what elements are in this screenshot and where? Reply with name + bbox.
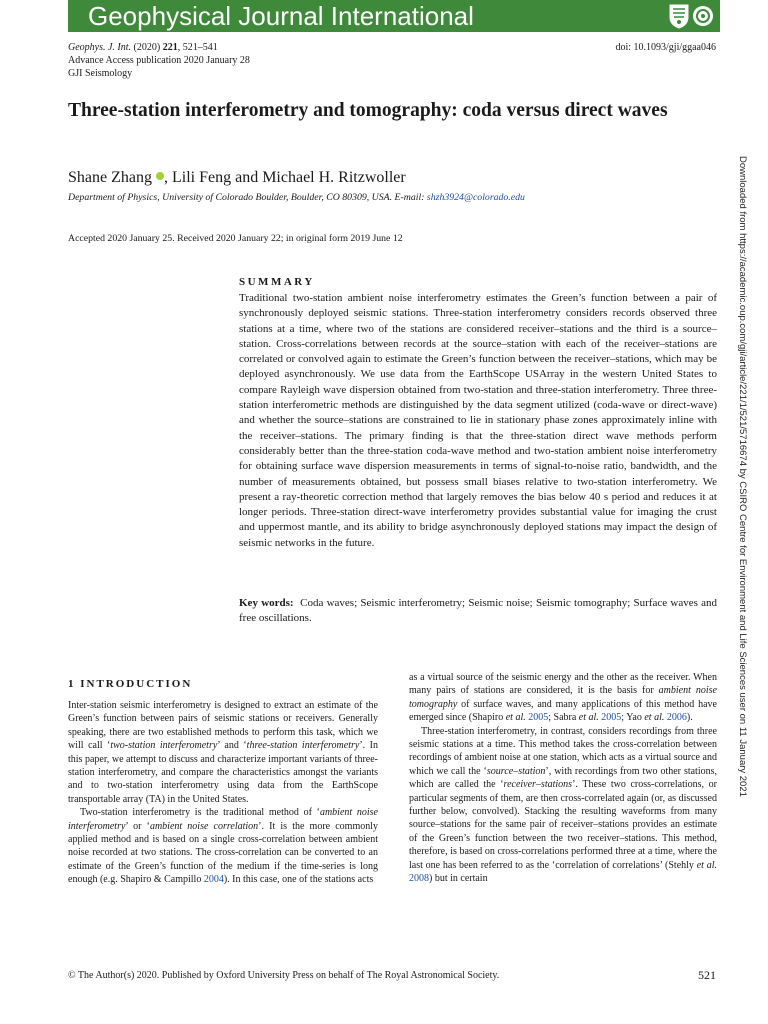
section-heading-introduction: 1 INTRODUCTION (68, 678, 193, 690)
page-number: 521 (698, 968, 716, 982)
keywords-label: Key words: (239, 597, 294, 609)
citation-line: Geophys. J. Int. (2020) 221, 521–541 (68, 42, 218, 53)
journal-banner (68, 0, 720, 32)
royal-astronomical-society-logo-icon (692, 4, 714, 28)
paragraph: as a virtual source of the seismic energy and the other as the receiver. When many pairs of stations are considered, it is the basis for ambient noise tomography of surface waves, and many applications of this method have emerged since (Shapiro et al. 2005; Sabra et al. 2005; Yao et al. 2006). (409, 672, 717, 724)
author-email-link[interactable]: shzh3924@colorado.edu (426, 192, 525, 203)
download-watermark (736, 156, 748, 866)
orcid-icon[interactable] (156, 172, 164, 180)
citation-link[interactable]: 2005 (601, 712, 622, 724)
download-note: Downloaded from https://academic.oup.com/gji/article/221/1/521/5716674 by CSIRO Centre for Environment and Life Sciences user on 11 January 2021 (737, 156, 748, 797)
author-name[interactable]: Shane Zhang (68, 169, 152, 186)
citation-link[interactable]: 2006 (666, 712, 687, 724)
affiliation: Department of Physics, University of Colorado Boulder, Boulder, CO 80309, USA. E-mail: shzh3924@colorado.edu (68, 192, 525, 203)
copyright-notice: © The Author(s) 2020. Published by Oxford University Press on behalf of The Royal Astronomical Society. (68, 970, 500, 981)
paragraph: Two-station interferometry is the traditional method of ‘ambient noise interferometry’ or ‘ambient noise correlation’. It is the more commonly applied method and is based on a single cross-correlation between ambient noise recorded at two stations. The cross-correlation can be converted to an estimate of the Green’s function of the medium if the time-series is long enough (e.g. Shapiro & Campillo 2004). In this case, one of the stations acts (68, 807, 379, 886)
author-names-rest[interactable]: , Lili Feng and Michael H. Ritzwoller (163, 169, 406, 186)
paragraph: Inter-station seismic interferometry is designed to extract an estimate of the Green’s function between pairs of seismic stations or receivers. Generally speaking, there are two established methods to perform this task, which we will call ‘two-station interferometry’ and ‘three-station interferometry’. In this paper, we attempt to discuss and characterize important variants of three-station interferometry, and compare the characteristics amongst the variants and to two-station interferometry using data from the EarthScope transportable array (TA) in the United States. (68, 700, 378, 805)
paragraph: Three-station interferometry, in contrast, considers recordings from three seismic stations at a time. This method takes the cross-correlation between recordings of ambient noise at one station, which acts as a virtual source and which we call the ‘source–station’, with recordings from two other stations, which are called the ‘receiver–stations’. These two cross-correlations, or particular segments of them, are then cross-correlated again (or, as discussed further below, convolved). Stacking the resulting waveforms from many source–stations for the same pair of receiver–stations provides an estimate of the Green’s function between the two receiver–stations. This method, therefore, is based on cross-correlations performed three at a time, where the last one has been referred to as the ‘correlation of correlations’ (Stehly et al. 2008) but in certain (409, 725, 717, 885)
keywords-list: Coda waves; Seismic interferometry; Seismic noise; Seismic tomography; Surface waves and free oscillations. (239, 597, 718, 625)
citation-block (68, 41, 250, 80)
body-column-right (409, 671, 717, 886)
article-dates: Accepted 2020 January 25. Received 2020 January 22; in original form 2019 June 12 (68, 233, 403, 244)
keywords (239, 596, 717, 627)
article-title: Three-station interferometry and tomography: coda versus direct waves (68, 100, 668, 121)
citation-link[interactable]: 2005 (528, 712, 549, 724)
author-list (68, 169, 406, 187)
citation-link[interactable]: 2004 (203, 874, 224, 886)
journal-name: Geophysical Journal International (88, 1, 474, 31)
body-column-left (68, 699, 378, 887)
summary-heading: SUMMARY (239, 276, 315, 288)
doi-link[interactable]: doi: 10.1093/gji/ggaa046 (615, 42, 716, 53)
summary-text: Traditional two-station ambient noise interferometry estimates the Green’s function between a pair of synchronously deployed seismic stations. Three-station interferometry considers records observed three stations at a time, where two of the stations are considered receiver–stations and the third is a source–station. Cross-correlations between records at the source–station with each of the receiver–stations are correlated or convolved again to estimate the Green’s function between the receiver–stations, which may be deployed asynchronously. We use data from the EarthScope USArray in the western United States to compare Rayleigh wave dispersion obtained from two-station and three-station interferometry. Three three-station interferometric methods are distinguished by the data segment utilized (coda-wave or direct-wave) and whether the source–stations are constrained to lie in stationary phase zones approximately inline with the receiver–stations. The primary finding is that the three-station direct wave methods perform considerably better than the three-station coda-wave method and two-station ambient noise interferometry for obtaining surface wave dispersion measurements in terms of signal-to-noise ratio, bandwidth, and the number of measurements obtained, but possess small biases relative to two-station interferometry. We present a ray-theoretic correction method that largely removes the bias below 40 s period and reduces it at longer periods. Three-station direct-wave interferometry provides substantial value for imaging the crust and uppermost mantle, and its ability to bridge asynchronously deployed stations may impact the design of seismic networks in the future. (239, 292, 717, 549)
advance-access: Advance Access publication 2020 January 28 (68, 55, 250, 66)
citation-link[interactable]: 2008 (409, 873, 429, 885)
university-press-seal-icon (668, 3, 690, 29)
journal-section: GJI Seismology (68, 68, 133, 79)
